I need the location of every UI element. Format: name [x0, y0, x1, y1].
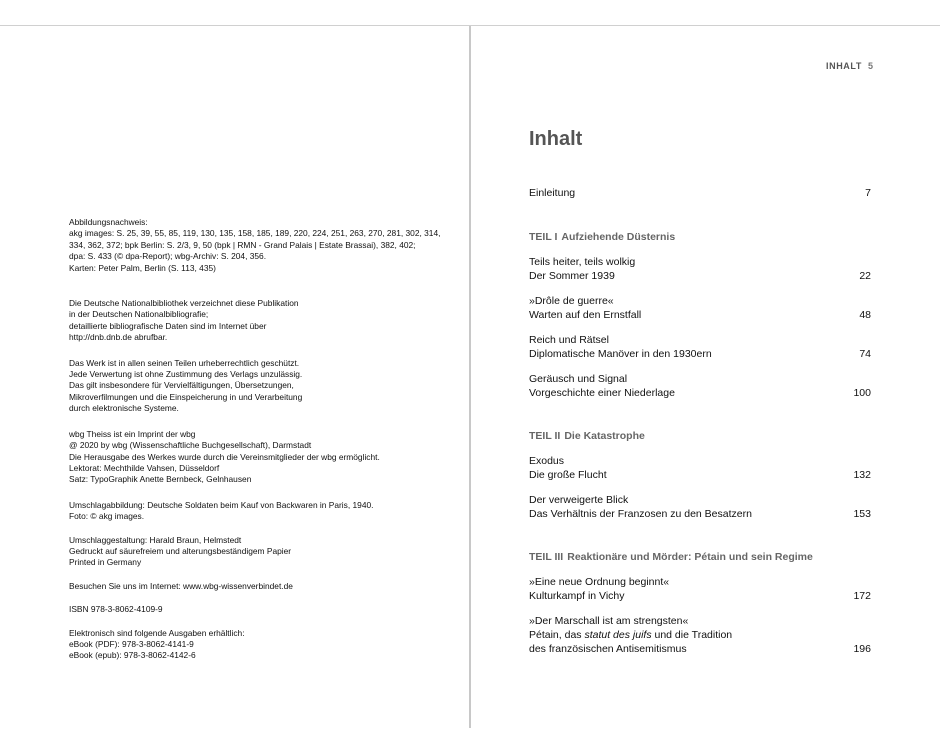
toc-entry-subtitle: Die große Flucht — [529, 469, 607, 481]
imprint-block — [69, 298, 449, 344]
imprint-line: Lektorat: Mechthilde Vahsen, Düsseldorf — [69, 462, 220, 473]
toc-entry-page: 22 — [859, 270, 871, 282]
toc-entry[interactable] — [529, 255, 871, 283]
imprint-line: Das gilt insbesondere für Vervielfältigungen, Übersetzungen, — [69, 380, 294, 391]
imprint-block — [69, 500, 449, 523]
imprint-line: Mikroverfilmungen und die Einspeicherung in und Verarbeitung — [69, 391, 303, 402]
running-head — [826, 61, 874, 71]
imprint-line: Gedruckt auf säurefreiem und alterungsbeständigem Papier — [69, 545, 292, 556]
part-heading-2 — [529, 430, 871, 442]
toc-entry-subtitle: Vorgeschichte einer Niederlage — [529, 387, 675, 399]
toc-entry-title: Der verweigerte Blick — [529, 494, 629, 506]
toc-entry-subtitle — [529, 628, 871, 642]
toc-entry-subtitle: Der Sommer 1939 — [529, 270, 615, 282]
toc-entry-page: 172 — [853, 590, 871, 602]
imprint-line: akg images: S. 25, 39, 55, 85, 119, 130, 135, 158, 185, 189, 220, 224, 251, 263, 270, 281, 302, 314, — [69, 228, 441, 239]
imprint-line: Die Herausgabe des Werkes wurde durch die Vereinsmitglieder der wbg ermöglicht. — [69, 451, 380, 462]
imprint-line: eBook (PDF): 978-3-8062-4141-9 — [69, 638, 194, 649]
toc-entry-page: 196 — [853, 643, 871, 655]
imprint-page — [69, 217, 449, 662]
toc-entry-subtitle: des französischen Antisemitismus — [529, 643, 687, 655]
toc-entry-title: »Der Marschall ist am strengsten« — [529, 615, 689, 627]
toc-entry-subtitle: Das Verhältnis der Franzosen zu den Besatzern — [529, 508, 752, 520]
imprint-line: Karten: Peter Palm, Berlin (S. 113, 435) — [69, 262, 216, 273]
toc-entry-subtitle: Kulturkampf in Vichy — [529, 590, 625, 602]
imprint-line: eBook (epub): 978-3-8062-4142-6 — [69, 650, 196, 661]
imprint-line: durch elektronische Systeme. — [69, 403, 179, 414]
toc-entry[interactable] — [529, 294, 871, 322]
toc-title: Inhalt — [529, 128, 583, 150]
running-head-label: INHALT — [826, 61, 862, 71]
toc-entry[interactable] — [529, 333, 871, 361]
part-heading-1 — [529, 231, 871, 243]
imprint-line: ISBN 978-3-8062-4109-9 — [69, 604, 163, 615]
toc-entry-title: Einleitung — [529, 187, 576, 199]
toc-entry[interactable] — [529, 372, 871, 400]
toc-entry-title: Reich und Rätsel — [529, 334, 609, 346]
toc-entry-title: »Eine neue Ordnung beginnt« — [529, 576, 670, 588]
imprint-line: dpa: S. 433 (© dpa-Report); wbg-Archiv: S. 204, 356. — [69, 251, 267, 262]
imprint-line: detaillierte bibliografische Daten sind im Internet über — [69, 320, 267, 331]
toc-entry-page: 48 — [859, 309, 871, 321]
part-title: Aufziehende Düsternis — [561, 231, 676, 243]
imprint-line: Foto: © akg images. — [69, 511, 145, 522]
toc-entry-page: 7 — [865, 187, 871, 199]
toc-entry-title: Exodus — [529, 455, 565, 467]
imprint-line: Abbildungsnachweis: — [69, 217, 148, 227]
imprint-block — [69, 429, 449, 486]
imprint-line: Elektronisch sind folgende Ausgaben erhältlich: — [69, 627, 245, 638]
toc-entry-page: 132 — [853, 469, 871, 481]
imprint-line: wbg Theiss ist ein Imprint der wbg — [69, 428, 196, 439]
part-label: TEIL I — [529, 231, 558, 243]
toc-entry-page: 74 — [859, 348, 871, 360]
imprint-block — [69, 535, 449, 569]
toc-entry-page: 100 — [853, 387, 871, 399]
toc-entry-intro[interactable] — [529, 186, 871, 200]
toc-entry-subtitle: Warten auf den Ernstfall — [529, 309, 642, 321]
toc-entry-subtitle: Diplomatische Manöver in den 1930ern — [529, 348, 712, 360]
imprint-line: in der Deutschen Nationalbibliografie; — [69, 309, 209, 320]
imprint-line: Printed in Germany — [69, 557, 142, 568]
toc-entry-title: Geräusch und Signal — [529, 373, 628, 385]
imprint-line: Jede Verwertung ist ohne Zustimmung des Verlags unzulässig. — [69, 369, 303, 380]
subtitle-text: und die Tradition — [651, 629, 733, 641]
toc-entry[interactable] — [529, 493, 871, 521]
imprint-block — [69, 604, 449, 615]
subtitle-text: Pétain, das — [529, 629, 585, 641]
part-title: Reaktionäre und Mörder: Pétain und sein Regime — [567, 551, 813, 563]
toc-entry[interactable] — [529, 454, 871, 482]
imprint-block — [69, 217, 449, 274]
part-label: TEIL III — [529, 551, 564, 563]
imprint-line: Die Deutsche Nationalbibliothek verzeichnet diese Publikation — [69, 298, 299, 309]
imprint-line: http://dnb.dnb.de abrufbar. — [69, 332, 168, 343]
imprint-block — [69, 628, 449, 662]
toc-entry[interactable] — [529, 575, 871, 603]
imprint-block — [69, 358, 449, 415]
imprint-line: Umschlaggestaltung: Harald Braun, Helmstedt — [69, 534, 242, 545]
part-label: TEIL II — [529, 430, 561, 442]
italic-term: statut des juifs — [584, 629, 652, 641]
imprint-line: 334, 362, 372; bpk Berlin: S. 2/3, 9, 50 (bpk | RMN - Grand Palais | Estate Brassai), 382, 402; — [69, 239, 416, 250]
imprint-line: Satz: TypoGraphik Anette Bernbeck, Gelnhausen — [69, 474, 252, 485]
toc-entry-title: »Drôle de guerre« — [529, 295, 614, 307]
part-heading-3 — [529, 551, 871, 563]
imprint-block — [69, 581, 449, 592]
part-title: Die Katastrophe — [564, 430, 645, 442]
imprint-line: @ 2020 by wbg (Wissenschaftliche Buchgesellschaft), Darmstadt — [69, 440, 312, 451]
imprint-line: Umschlagabbildung: Deutsche Soldaten beim Kauf von Backwaren in Paris, 1940. — [69, 499, 374, 510]
toc-entry[interactable] — [529, 614, 871, 656]
page-gutter — [469, 26, 471, 728]
toc-entry-page: 153 — [853, 508, 871, 520]
toc-entry-title: Teils heiter, teils wolkig — [529, 256, 636, 268]
imprint-line: Das Werk ist in allen seinen Teilen urheberrechtlich geschützt. — [69, 357, 300, 368]
imprint-line: Besuchen Sie uns im Internet: www.wbg-wissenverbindet.de — [69, 580, 293, 591]
page-number: 5 — [867, 61, 874, 71]
